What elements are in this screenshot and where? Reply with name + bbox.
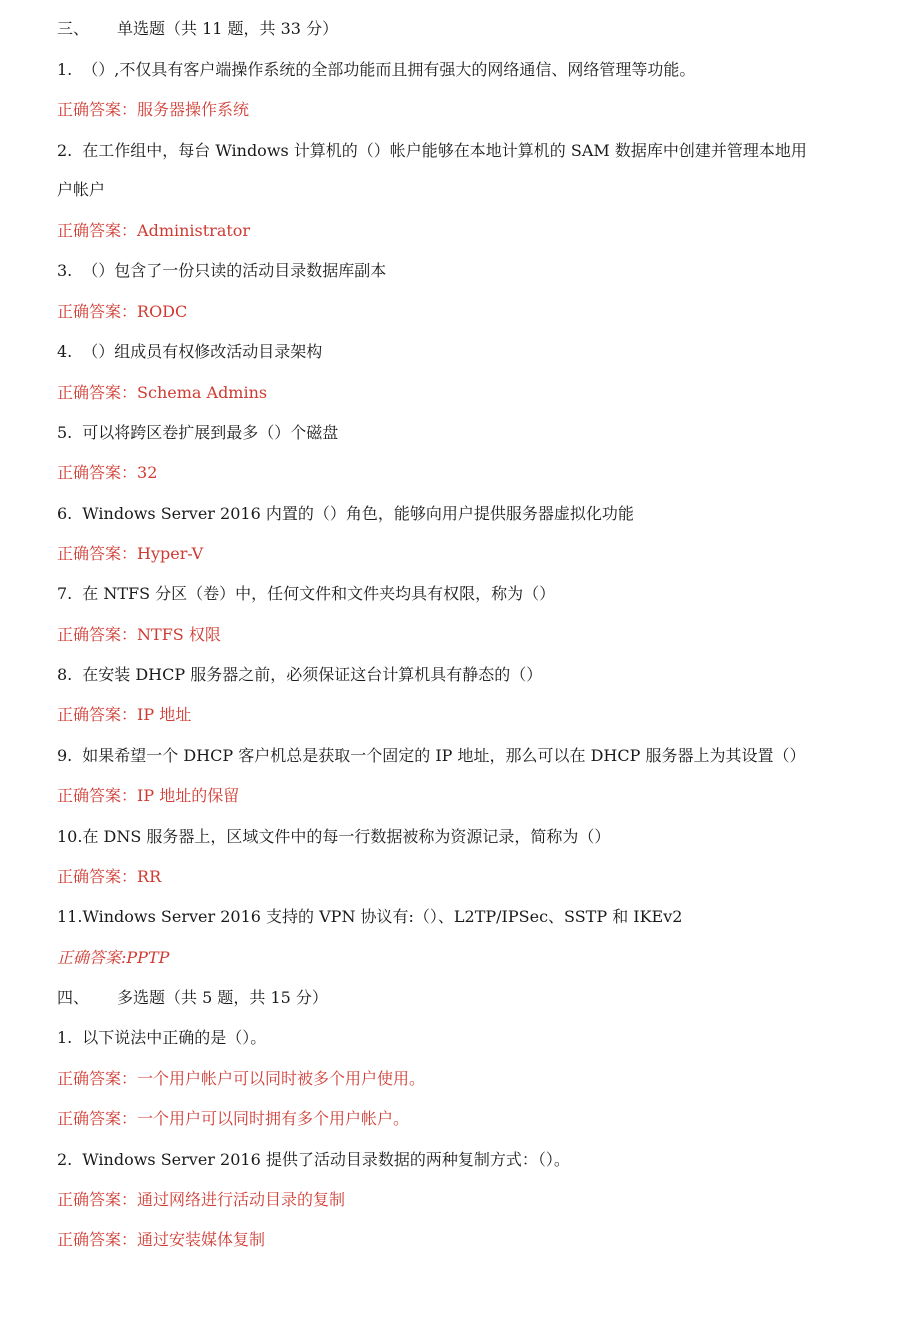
section-number: 三、: [57, 19, 90, 38]
question-text: 在 NTFS 分区（卷）中，任何文件和文件夹均具有权限，称为（）: [82, 584, 556, 603]
answer-line: [57, 381, 880, 405]
answer-text: 服务器操作系统: [137, 100, 250, 119]
question-text: Windows Server 2016 内置的（）角色，能够向用户提供服务器虚拟化功能: [82, 504, 634, 523]
question: [57, 1026, 880, 1050]
question-text: Windows Server 2016 支持的 VPN 协议有:（）、L2TP/IPSec、SSTP 和 IKEv2: [82, 907, 683, 926]
answer-line: [57, 946, 880, 970]
question-text: 在 DNS 服务器上，区域文件中的每一行数据被称为资源记录，简称为（）: [82, 827, 611, 846]
question: [57, 663, 880, 687]
question-text: 可以将跨区卷扩展到最多（）个磁盘: [82, 423, 339, 442]
question-text: 户帐户: [57, 180, 106, 199]
answer-text: 通过网络进行活动目录的复制: [137, 1190, 346, 1209]
answer-text: Administrator: [137, 221, 251, 240]
answer-label: 正确答案：: [57, 544, 138, 563]
question-text: （）包含了一份只读的活动目录数据库副本: [82, 261, 387, 280]
question-number: 9.: [57, 746, 73, 765]
question-number: 8.: [57, 665, 73, 684]
answer-label: 正确答案：: [57, 1069, 138, 1088]
answer-label: 正确答案：: [57, 786, 138, 805]
answer-label: 正确答案：: [57, 867, 138, 886]
question-text-continued: [57, 178, 880, 202]
question-text: （）,不仅具有客户端操作系统的全部功能而且拥有强大的网络通信、网络管理等功能。: [82, 60, 696, 79]
section-title: 多选题（共 5 题，共 15 分）: [117, 988, 328, 1007]
answer-label: 正确答案:: [57, 948, 127, 967]
answer-text: RR: [137, 867, 162, 886]
answer-line: [57, 300, 880, 324]
answer-line: [57, 542, 880, 566]
answer-label: 正确答案：: [57, 100, 138, 119]
question-number: 2.: [57, 1150, 73, 1169]
question-text: 以下说法中正确的是（）。: [82, 1028, 267, 1047]
answer-label: 正确答案：: [57, 463, 138, 482]
question: [57, 744, 880, 768]
question: [57, 139, 880, 163]
answer-label: 正确答案：: [57, 221, 138, 240]
answer-text: IP 地址: [137, 705, 192, 724]
question: [57, 502, 880, 526]
question-number: 11.: [57, 907, 83, 926]
question-number: 4.: [57, 342, 73, 361]
answer-text: Schema Admins: [137, 383, 268, 402]
answer-text: 一个用户帐户可以同时被多个用户使用。: [137, 1069, 426, 1088]
answer-line: [57, 865, 880, 889]
answer-line: [57, 461, 880, 485]
question-number: 7.: [57, 584, 73, 603]
answer-line: [57, 623, 880, 647]
question: [57, 421, 880, 445]
answer-label: 正确答案：: [57, 625, 138, 644]
answer-label: 正确答案：: [57, 1230, 138, 1249]
question: [57, 58, 880, 82]
answer-label: 正确答案：: [57, 383, 138, 402]
answer-label: 正确答案：: [57, 1190, 138, 1209]
question-text: （）组成员有权修改活动目录架构: [82, 342, 323, 361]
answer-line: [57, 784, 880, 808]
answer-text: IP 地址的保留: [137, 786, 240, 805]
answer-line: [57, 1067, 880, 1091]
question-text: 在安装 DHCP 服务器之前，必须保证这台计算机具有静态的（）: [82, 665, 543, 684]
answer-label: 正确答案：: [57, 705, 138, 724]
section-heading: [57, 986, 880, 1010]
question: [57, 340, 880, 364]
answer-line: [57, 98, 880, 122]
question-number: 1.: [57, 1028, 73, 1047]
section-number: 四、: [57, 988, 90, 1007]
question-number: 5.: [57, 423, 73, 442]
answer-label: 正确答案：: [57, 302, 138, 321]
section-heading: [57, 17, 880, 41]
answer-line: [57, 1228, 880, 1252]
answer-line: [57, 703, 880, 727]
answer-text: RODC: [137, 302, 188, 321]
answer-text: Hyper-V: [137, 544, 204, 563]
answer-line: [57, 1188, 880, 1212]
answer-text: 32: [137, 463, 158, 482]
answer-text: 通过安装媒体复制: [137, 1230, 266, 1249]
question-text: Windows Server 2016 提供了活动目录数据的两种复制方式：（）。: [82, 1150, 570, 1169]
answer-text: PPTP: [126, 948, 170, 967]
answer-line: [57, 1107, 880, 1131]
question: [57, 582, 880, 606]
section-title: 单选题（共 11 题，共 33 分）: [117, 19, 339, 38]
question-text: 如果希望一个 DHCP 客户机总是获取一个固定的 IP 地址，那么可以在 DHCP 服务器上为其设置（）: [82, 746, 806, 765]
answer-text: NTFS 权限: [137, 625, 221, 644]
question: [57, 905, 880, 929]
question: [57, 1148, 880, 1172]
question: [57, 259, 880, 283]
question-number: 10.: [57, 827, 83, 846]
question-number: 6.: [57, 504, 73, 523]
question-number: 2.: [57, 141, 73, 160]
question: [57, 825, 880, 849]
answer-label: 正确答案：: [57, 1109, 138, 1128]
question-number: 3.: [57, 261, 73, 280]
question-text: 在工作组中，每台 Windows 计算机的（）帐户能够在本地计算机的 SAM 数据库中创建并管理本地用: [82, 141, 807, 160]
answer-line: [57, 219, 880, 243]
answer-text: 一个用户可以同时拥有多个用户帐户。: [137, 1109, 410, 1128]
question-number: 1.: [57, 60, 73, 79]
